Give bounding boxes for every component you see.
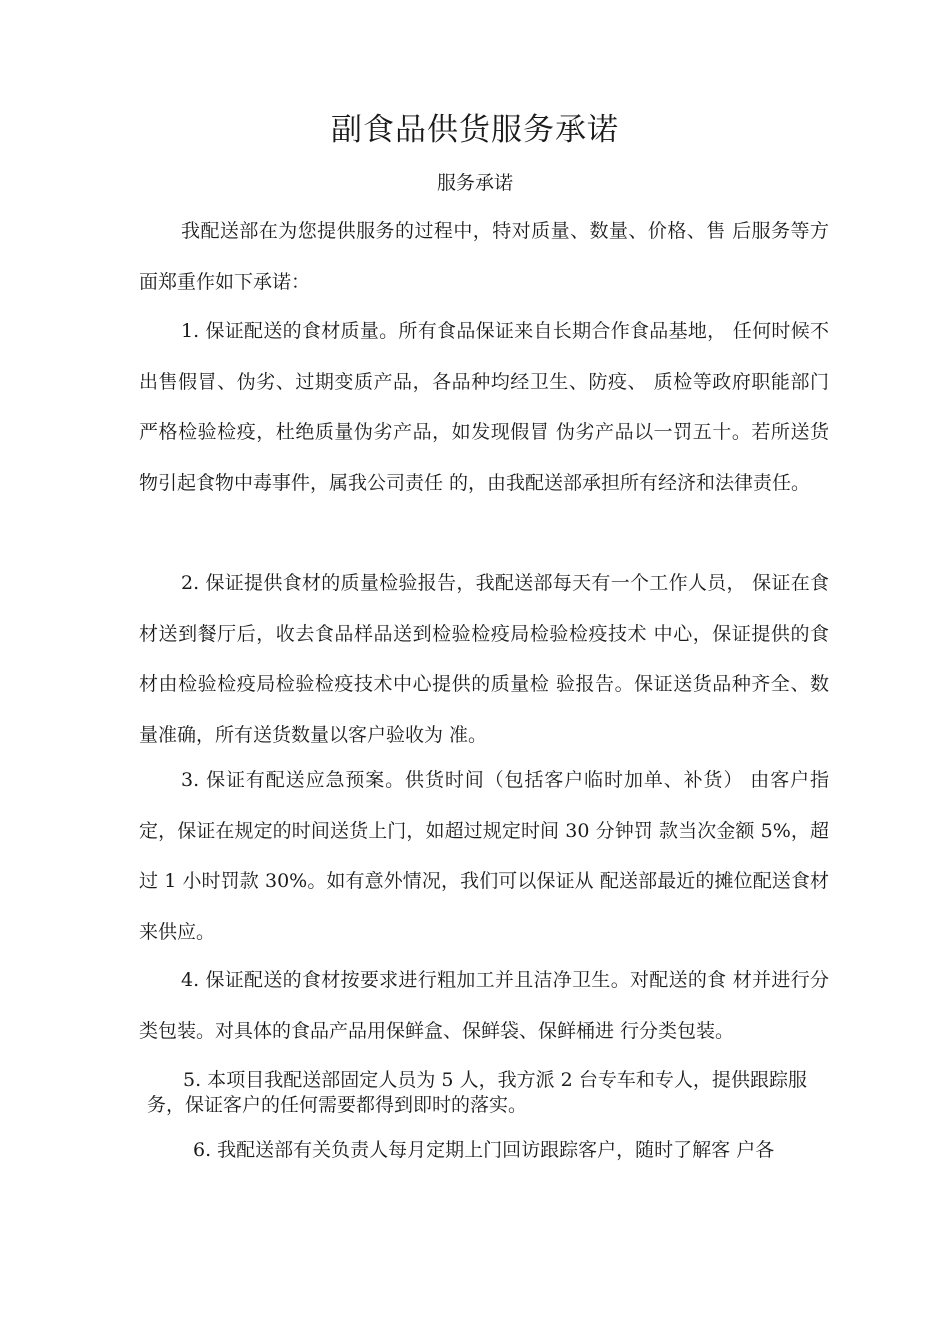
document-title: 副食品供货服务承诺 bbox=[331, 112, 619, 148]
commitment-paragraph-4: 4. 保证配送的食材按要求进行粗加工并且洁净卫生。对配送的食 材并进行分类包装。对具体的食品产品用保鲜盒、保鲜袋、保鲜桶进 行分类包装。 bbox=[139, 969, 829, 1042]
commitment-paragraph-6: 6. 我配送部有关负责人每月定期上门回访跟踪客户，随时了解客 户各 bbox=[193, 1139, 775, 1161]
document-subtitle: 服务承诺 bbox=[436, 172, 513, 194]
commitment-paragraph-5: 5. 本项目我配送部固定人员为 5 人，我方派 2 台专车和专人，提供跟踪服务，保证客户的任何需要都得到即时的落实。 bbox=[147, 1069, 807, 1116]
intro-paragraph: 我配送部在为您提供服务的过程中，特对质量、数量、价格、售 后服务等方面郑重作如下承诺： bbox=[139, 220, 829, 293]
commitment-paragraph-2: 2. 保证提供食材的质量检验报告，我配送部每天有一个工作人员， 保证在食材送到餐厅后，收去食品样品送到检验检疫局检验检疫技术 中心，保证提供的食材由检验检疫局检验检疫技术中心提供的质量检 验报告。保证送货品种齐全、数量准确，所有送货数量以客户验收为 准。 bbox=[139, 572, 829, 746]
commitment-paragraph-3: 3. 保证有配送应急预案。供货时间（包括客户临时加单、补货） 由客户指定，保证在规定的时间送货上门，如超过规定时间 30 分钟罚 款当次金额 5%，超过 1 小时罚款 30%。如有意外情况，我们可以保证从 配送部最近的摊位配送食材来供应。 bbox=[139, 769, 829, 943]
commitment-paragraph-1: 1. 保证配送的食材质量。所有食品保证来自长期合作食品基地， 任何时候不出售假冒、伪劣、过期变质产品，各品种均经卫生、防疫、 质检等政府职能部门严格检验检疫，杜绝质量伪劣产品，如发现假冒 伪劣产品以一罚五十。若所送货物引起食物中毒事件，属我公司责任 的，由我配送部承担所有经济和法律责任。 bbox=[139, 320, 829, 494]
